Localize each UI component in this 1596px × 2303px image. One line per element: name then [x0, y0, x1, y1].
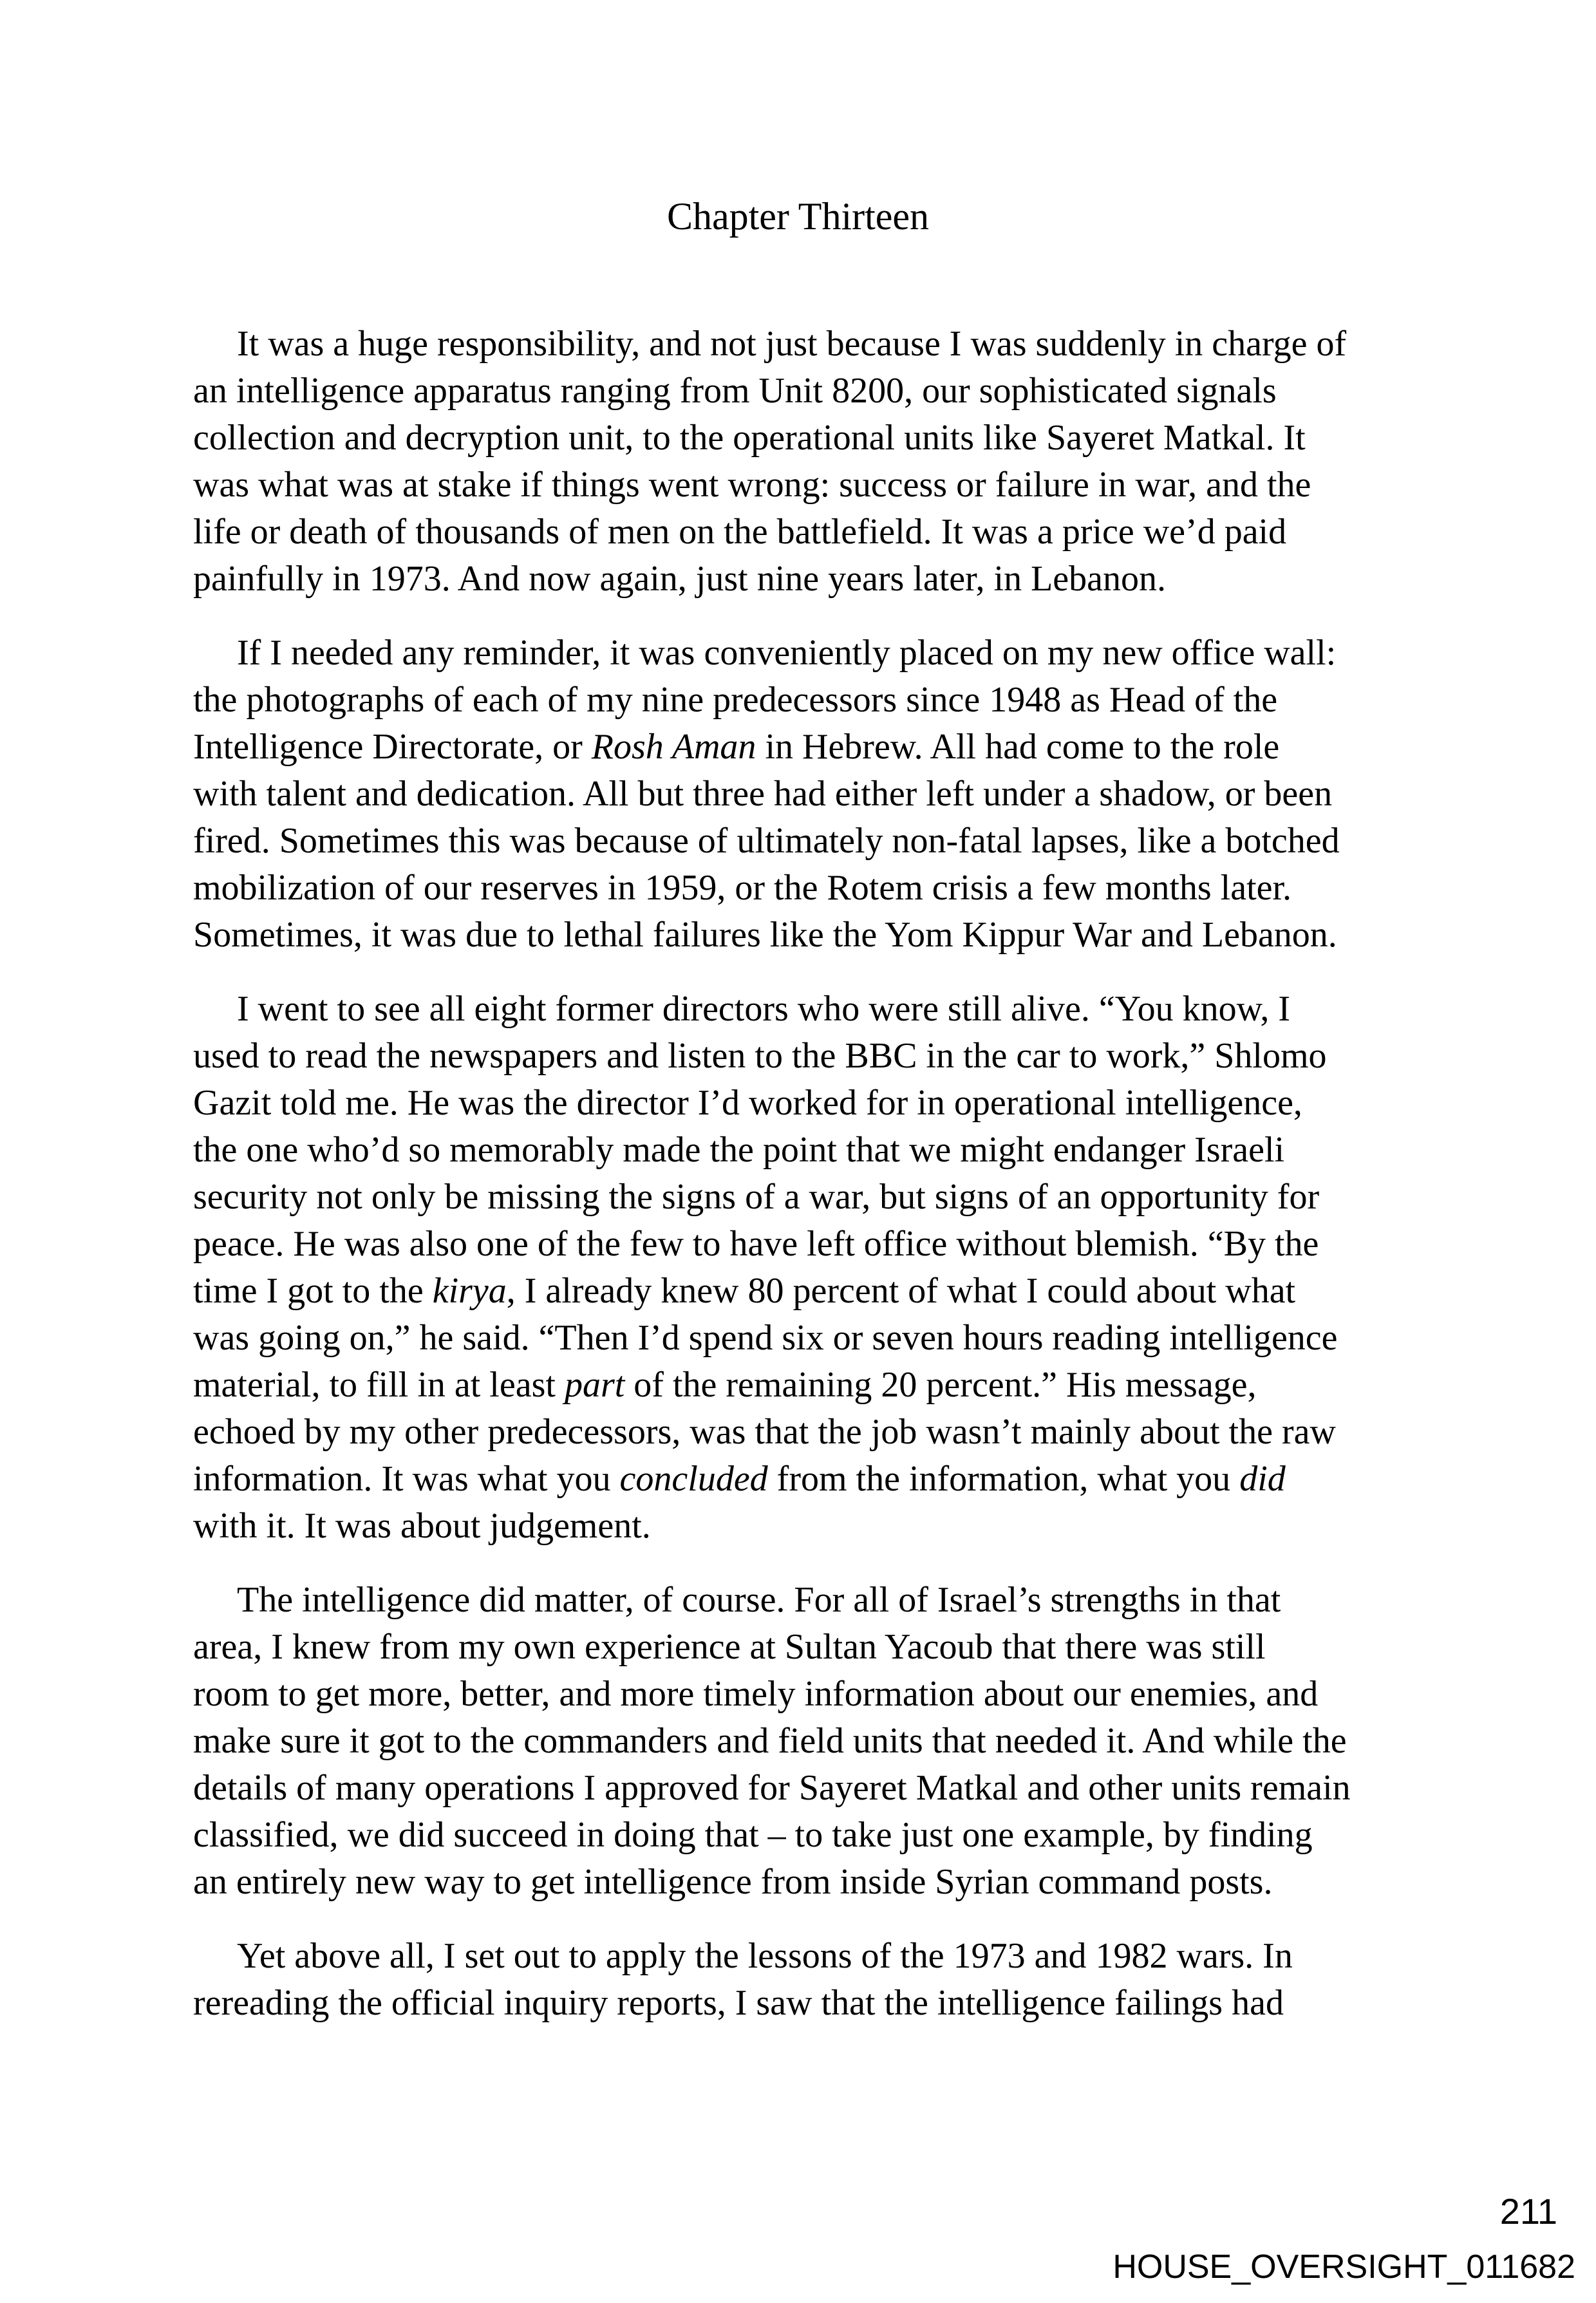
text-line: make sure it got to the commanders and field units that needed it. And while the — [193, 1721, 1347, 1761]
text-line: peace. He was also one of the few to have left office without blemish. “By the — [193, 1224, 1319, 1264]
text-line: with it. It was about judgement. — [193, 1506, 651, 1546]
bates-stamp: HOUSE_OVERSIGHT_011682 — [1113, 2248, 1575, 2286]
text-line: Gazit told me. He was the director I’d worked for in operational intelligence, — [193, 1083, 1302, 1123]
page-number: 211 — [1499, 2191, 1557, 2232]
text-line: was going on,” he said. “Then I’d spend six or seven hours reading intelligence — [193, 1318, 1338, 1358]
text-line: collection and decryption unit, to the operational units like Sayeret Matkal. It — [193, 418, 1306, 458]
text-line: the photographs of each of my nine predecessors since 1948 as Head of the — [193, 680, 1278, 720]
text-line: echoed by my other predecessors, was that the job wasn’t mainly about the raw — [193, 1412, 1336, 1452]
text-line: information. It was what you concluded from the information, what you did — [193, 1459, 1286, 1499]
text-line: was what was at stake if things went wrong: success or failure in war, and the — [193, 465, 1311, 505]
text-line: an entirely new way to get intelligence from inside Syrian command posts. — [193, 1862, 1273, 1902]
text-line: details of many operations I approved for Sayeret Matkal and other units remain — [193, 1768, 1351, 1808]
text-line: painfully in 1973. And now again, just nine years later, in Lebanon. — [193, 559, 1166, 599]
text-line: life or death of thousands of men on the battlefield. It was a price we’d paid — [193, 512, 1287, 552]
text-line: rereading the official inquiry reports, I saw that the intelligence failings had — [193, 1983, 1284, 2023]
paragraph — [193, 986, 1413, 1550]
text-line: Intelligence Directorate, or Rosh Aman in Hebrew. All had come to the role — [193, 727, 1280, 767]
text-line: with talent and dedication. All but three had either left under a shadow, or been — [193, 774, 1333, 814]
paragraph — [193, 1577, 1413, 1906]
text-line: It was a huge responsibility, and not just because I was suddenly in charge of — [237, 324, 1347, 364]
text-line: material, to fill in at least part of the remaining 20 percent.” His message, — [193, 1365, 1257, 1405]
text-line: room to get more, better, and more timely information about our enemies, and — [193, 1674, 1319, 1714]
body-text — [193, 321, 1413, 2054]
text-line: mobilization of our reserves in 1959, or the Rotem crisis a few months later. — [193, 868, 1292, 908]
text-line: an intelligence apparatus ranging from Unit 8200, our sophisticated signals — [193, 371, 1277, 411]
paragraph — [193, 630, 1413, 959]
paragraph — [193, 1933, 1413, 2027]
text-line: Sometimes, it was due to lethal failures like the Yom Kippur War and Lebanon. — [193, 915, 1337, 955]
text-line: If I needed any reminder, it was conveniently placed on my new office wall: — [237, 633, 1337, 673]
text-line: classified, we did succeed in doing that – to take just one example, by finding — [193, 1815, 1313, 1855]
text-line: security not only be missing the signs of a war, but signs of an opportunity for — [193, 1177, 1320, 1217]
text-line: Yet above all, I set out to apply the lessons of the 1973 and 1982 wars. In — [237, 1936, 1293, 1976]
text-line: used to read the newspapers and listen to the BBC in the car to work,” Shlomo — [193, 1036, 1327, 1076]
text-line: the one who’d so memorably made the point that we might endanger Israeli — [193, 1130, 1285, 1170]
text-line: area, I knew from my own experience at Sultan Yacoub that there was still — [193, 1627, 1266, 1667]
text-line: fired. Sometimes this was because of ultimately non-fatal lapses, like a botched — [193, 821, 1340, 861]
paragraph — [193, 321, 1413, 603]
text-line: time I got to the kirya, I already knew 80 percent of what I could about what — [193, 1271, 1296, 1311]
text-line: The intelligence did matter, of course. For all of Israel’s strengths in that — [237, 1580, 1281, 1620]
chapter-title: Chapter Thirteen — [666, 195, 930, 238]
text-line: I went to see all eight former directors who were still alive. “You know, I — [237, 989, 1291, 1029]
